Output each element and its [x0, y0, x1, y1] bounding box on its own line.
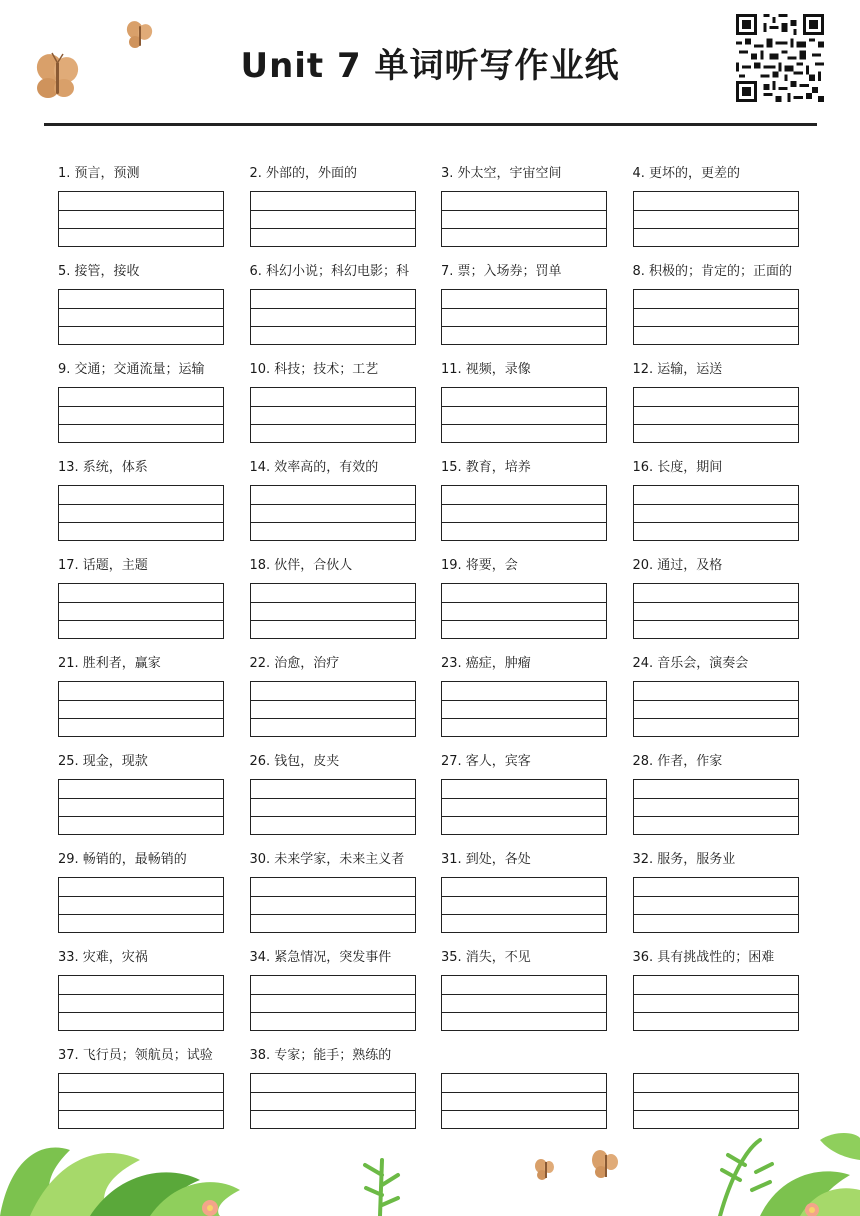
- word-prompt: 12. 运输，运送: [632, 362, 723, 377]
- word-item: [58, 752, 224, 850]
- answer-lines[interactable]: [441, 681, 607, 737]
- answer-lines[interactable]: [441, 485, 607, 541]
- word-item: [633, 360, 799, 458]
- answer-lines[interactable]: [441, 289, 607, 345]
- answer-lines[interactable]: [58, 779, 224, 835]
- word-item: [58, 262, 224, 360]
- answer-lines[interactable]: [441, 779, 607, 835]
- answer-lines[interactable]: [633, 485, 799, 541]
- word-prompt: 9. 交通；交通流量；运输: [58, 362, 205, 377]
- word-item: [58, 360, 224, 458]
- word-prompt: 22. 治愈，治疗: [249, 656, 340, 671]
- word-item: [250, 360, 416, 458]
- answer-lines[interactable]: [250, 387, 416, 443]
- word-prompt: 6. 科幻小说；科幻电影；科: [249, 264, 410, 279]
- word-prompt: 7. 票；入场券；罚单: [441, 264, 562, 279]
- word-prompt: 28. 作者，作家: [632, 754, 723, 769]
- word-prompt: 30. 未来学家，未来主义者: [249, 852, 405, 867]
- word-item: [441, 556, 607, 654]
- word-prompt: 19. 将要，会: [441, 558, 518, 573]
- word-item: [250, 948, 416, 1046]
- word-item: [250, 164, 416, 262]
- word-prompt: 24. 音乐会，演奏会: [632, 656, 749, 671]
- word-prompt: 21. 胜利者，赢家: [58, 656, 161, 671]
- answer-lines[interactable]: [58, 485, 224, 541]
- answer-lines[interactable]: [633, 877, 799, 933]
- word-item: [633, 556, 799, 654]
- word-prompt: 4. 更坏的，更差的: [632, 166, 741, 181]
- header-divider: [44, 123, 817, 126]
- word-item: [441, 654, 607, 752]
- word-prompt: 33. 灾难，灾祸: [58, 950, 148, 965]
- word-item: [441, 262, 607, 360]
- word-prompt: 20. 通过，及格: [632, 558, 723, 573]
- word-item: [633, 164, 799, 262]
- word-prompt: 25. 现金，现款: [58, 754, 148, 769]
- word-item: [250, 850, 416, 948]
- answer-lines[interactable]: [250, 975, 416, 1031]
- word-prompt: 38. 专家；能手；熟练的: [249, 1048, 392, 1063]
- word-prompt: 15. 教育，培养: [441, 460, 531, 475]
- word-item: [633, 654, 799, 752]
- word-item: [633, 948, 799, 1046]
- word-item: [58, 654, 224, 752]
- word-prompt: 17. 话题，主题: [58, 558, 148, 573]
- word-item: [250, 654, 416, 752]
- word-item: [58, 556, 224, 654]
- answer-lines[interactable]: [58, 877, 224, 933]
- word-item: [441, 360, 607, 458]
- word-item: [441, 948, 607, 1046]
- word-prompt: 18. 伙伴，合伙人: [249, 558, 353, 573]
- word-prompt: 10. 科技；技术；工艺: [249, 362, 379, 377]
- answer-lines[interactable]: [441, 583, 607, 639]
- dictation-grid: [58, 164, 799, 1144]
- answer-lines[interactable]: [633, 779, 799, 835]
- word-item: [441, 164, 607, 262]
- word-item: [441, 458, 607, 556]
- answer-lines[interactable]: [250, 289, 416, 345]
- answer-lines[interactable]: [441, 877, 607, 933]
- word-prompt: 34. 紧急情况，突发事件: [249, 950, 392, 965]
- answer-lines[interactable]: [250, 485, 416, 541]
- word-prompt: 14. 效率高的，有效的: [249, 460, 379, 475]
- word-prompt: 26. 钱包，皮夹: [249, 754, 340, 769]
- word-item: [250, 752, 416, 850]
- word-prompt: 13. 系统，体系: [58, 460, 148, 475]
- answer-lines[interactable]: [441, 387, 607, 443]
- leaf-decoration-icon: [0, 1120, 860, 1216]
- word-prompt: 37. 飞行员；领航员；试验: [58, 1048, 213, 1063]
- answer-lines[interactable]: [633, 289, 799, 345]
- answer-lines[interactable]: [58, 191, 224, 247]
- word-prompt: 16. 长度，期间: [632, 460, 723, 475]
- answer-lines[interactable]: [250, 681, 416, 737]
- answer-lines[interactable]: [441, 191, 607, 247]
- word-prompt: 2. 外部的，外面的: [249, 166, 358, 181]
- answer-lines[interactable]: [58, 583, 224, 639]
- word-item: [250, 556, 416, 654]
- answer-lines[interactable]: [58, 975, 224, 1031]
- word-prompt: 36. 具有挑战性的；困难: [632, 950, 775, 965]
- answer-lines[interactable]: [633, 387, 799, 443]
- answer-lines[interactable]: [250, 191, 416, 247]
- word-prompt: 29. 畅销的，最畅销的: [58, 852, 187, 867]
- answer-lines[interactable]: [441, 975, 607, 1031]
- qr-code-icon: [736, 14, 824, 102]
- word-prompt: 27. 客人，宾客: [441, 754, 531, 769]
- word-prompt: 3. 外太空，宇宙空间: [441, 166, 562, 181]
- word-item: [250, 458, 416, 556]
- word-prompt: 35. 消失，不见: [441, 950, 531, 965]
- word-prompt: 8. 积极的；肯定的；正面的: [632, 264, 793, 279]
- answer-lines[interactable]: [58, 289, 224, 345]
- answer-lines[interactable]: [633, 681, 799, 737]
- answer-lines[interactable]: [58, 387, 224, 443]
- word-item: [633, 458, 799, 556]
- word-item: [633, 752, 799, 850]
- word-prompt: [633, 1046, 799, 1065]
- word-item: [58, 850, 224, 948]
- word-prompt: 32. 服务，服务业: [632, 852, 736, 867]
- word-item: [250, 262, 416, 360]
- word-item: [633, 850, 799, 948]
- word-prompt: 1. 预言，预测: [58, 166, 140, 181]
- page-title: Unit 7 单词听写作业纸: [240, 46, 620, 86]
- word-item: [58, 948, 224, 1046]
- word-prompt: 5. 接管，接收: [58, 264, 140, 279]
- answer-lines[interactable]: [633, 975, 799, 1031]
- word-item: [441, 752, 607, 850]
- word-prompt: 11. 视频，录像: [441, 362, 531, 377]
- answer-lines[interactable]: [250, 877, 416, 933]
- word-prompt: 23. 癌症，肿瘤: [441, 656, 531, 671]
- answer-lines[interactable]: [633, 191, 799, 247]
- answer-lines[interactable]: [633, 583, 799, 639]
- word-item: [58, 458, 224, 556]
- answer-lines[interactable]: [250, 583, 416, 639]
- word-item: [633, 262, 799, 360]
- word-item: [58, 164, 224, 262]
- answer-lines[interactable]: [250, 779, 416, 835]
- word-prompt: 31. 到处，各处: [441, 852, 531, 867]
- word-prompt: [441, 1046, 607, 1065]
- answer-lines[interactable]: [58, 681, 224, 737]
- word-item: [441, 850, 607, 948]
